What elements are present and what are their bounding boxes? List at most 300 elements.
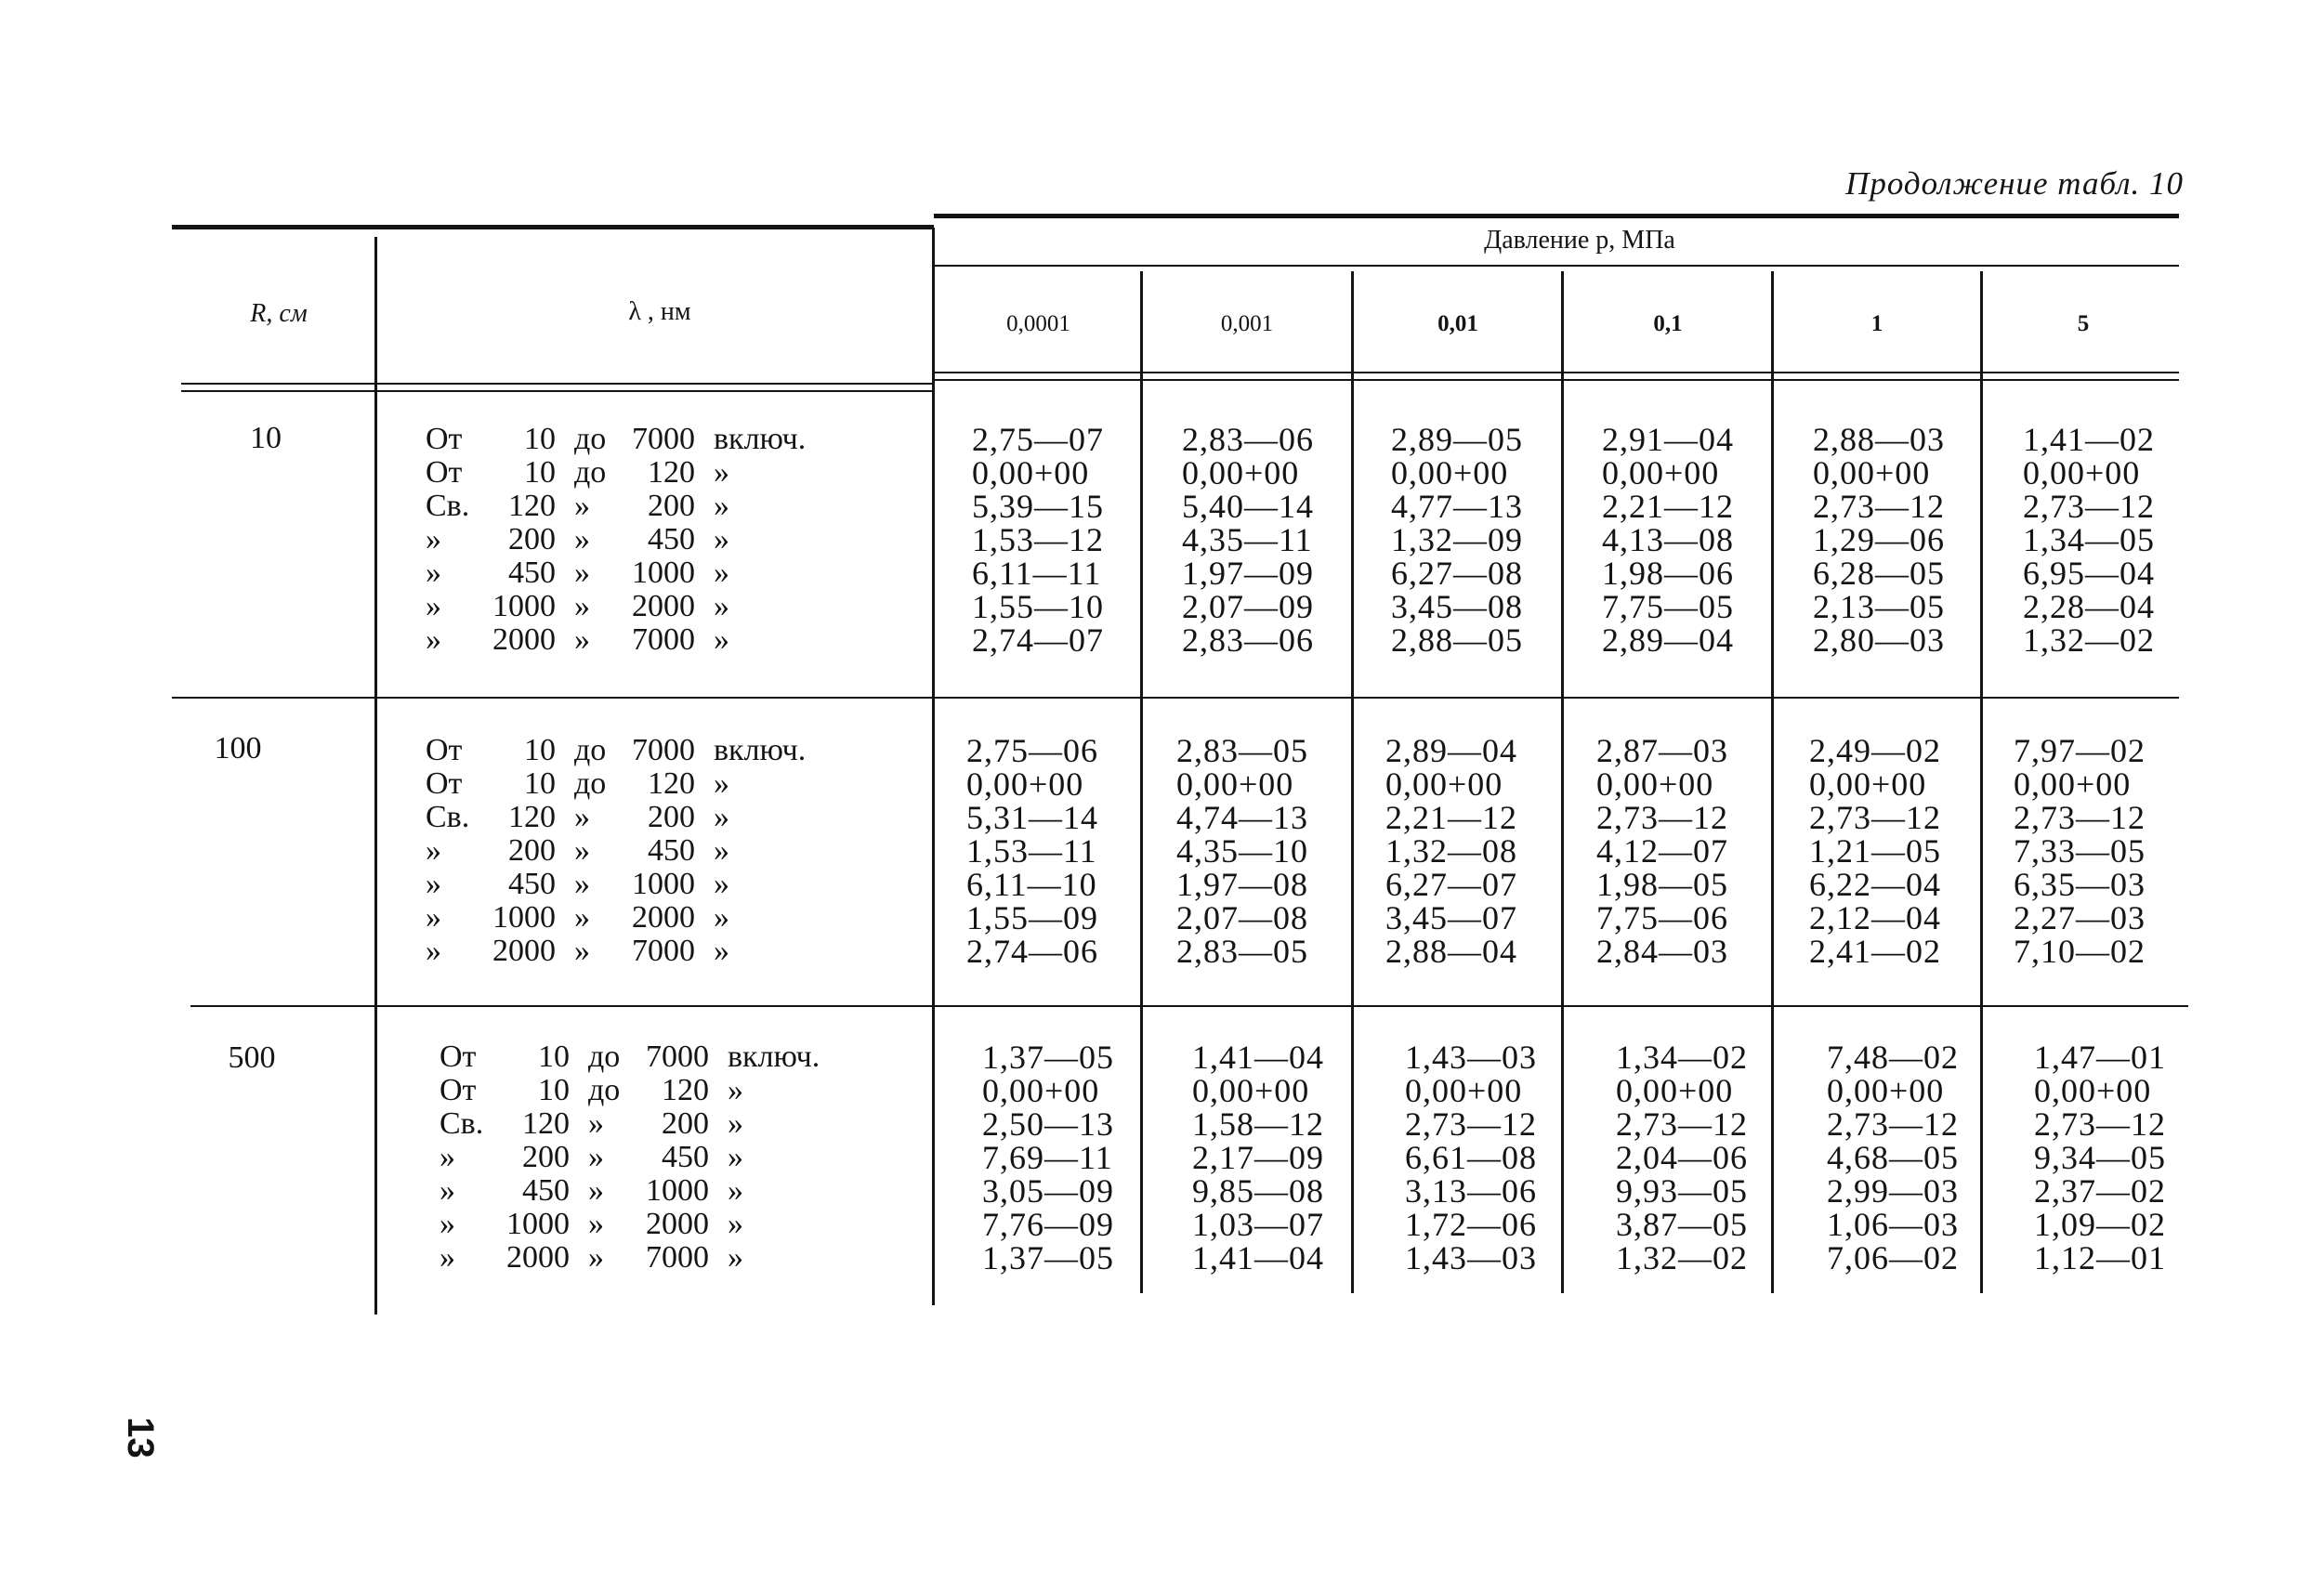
header-bottom-rule-left-2	[181, 390, 934, 392]
value-cell: 4,74—13	[1176, 799, 1308, 836]
lambda-to: 120	[648, 766, 695, 801]
lambda-ranges	[426, 423, 872, 657]
lambda-to: 2000	[632, 900, 695, 935]
lambda-from: 10	[524, 455, 556, 490]
block-separator-2	[190, 1005, 2188, 1007]
lambda-do: »	[574, 556, 590, 590]
value-cell: 2,88—04	[1385, 933, 1517, 970]
value-cell: 2,73—12	[2034, 1105, 2166, 1143]
value-column	[2014, 734, 2146, 968]
value-column	[982, 1040, 1114, 1275]
value-cell: 1,32—08	[1385, 832, 1517, 870]
value-column	[966, 734, 1098, 968]
value-cell: 0,00+00	[1192, 1072, 1310, 1109]
lambda-tail: »	[728, 1207, 743, 1241]
lambda-to: 1000	[632, 556, 695, 590]
lambda-row	[440, 1241, 886, 1275]
lambda-do: до	[588, 1073, 621, 1107]
value-cell: 4,77—13	[1391, 488, 1523, 525]
lambda-from: 1000	[492, 900, 556, 935]
value-cell: 2,12—04	[1809, 899, 1941, 936]
value-cell: 2,17—09	[1192, 1139, 1324, 1176]
value-column	[1813, 423, 1945, 657]
value-cell: 6,22—04	[1809, 866, 1941, 903]
lambda-tail: »	[714, 934, 729, 968]
vline-col-1	[1140, 271, 1143, 1293]
value-cell: 9,93—05	[1616, 1172, 1748, 1210]
value-column	[972, 423, 1104, 657]
lambda-tail: »	[714, 622, 729, 657]
lambda-w: »	[426, 867, 441, 901]
value-cell: 1,09—02	[2034, 1206, 2166, 1243]
top-rule-right	[934, 214, 2179, 218]
value-cell: 2,41—02	[1809, 933, 1941, 970]
value-cell: 5,40—14	[1182, 488, 1314, 525]
lambda-from: 200	[508, 522, 556, 556]
value-cell: 1,72—06	[1405, 1206, 1537, 1243]
lambda-w: От	[426, 733, 463, 767]
lambda-from: 120	[508, 489, 556, 523]
lambda-do: до	[574, 455, 607, 490]
lambda-row	[426, 423, 872, 456]
value-cell: 6,27—08	[1391, 555, 1523, 592]
value-cell: 1,43—03	[1405, 1239, 1537, 1276]
block-separator-1	[172, 697, 2179, 699]
lambda-w: От	[426, 422, 463, 456]
lambda-do: »	[588, 1173, 604, 1208]
lambda-ranges	[440, 1040, 886, 1275]
value-cell: 0,00+00	[1405, 1072, 1523, 1109]
lambda-w: »	[426, 833, 441, 868]
value-cell: 2,88—05	[1391, 621, 1523, 659]
lambda-row	[426, 935, 872, 968]
lambda-w: Св.	[426, 800, 470, 834]
top-rule-left	[172, 225, 934, 229]
value-cell: 1,37—05	[982, 1239, 1114, 1276]
lambda-from: 10	[538, 1040, 570, 1074]
lambda-row	[426, 801, 872, 834]
lambda-tail: »	[714, 589, 729, 623]
value-cell: 1,43—03	[1405, 1039, 1537, 1076]
value-cell: 2,73—12	[1827, 1105, 1959, 1143]
header-bottom-rule-left-1	[181, 383, 934, 385]
lambda-to: 450	[648, 833, 695, 868]
lambda-w: От	[426, 455, 463, 490]
value-cell: 2,99—03	[1827, 1172, 1959, 1210]
value-cell: 0,00+00	[1385, 765, 1503, 803]
value-cell: 2,89—05	[1391, 421, 1523, 458]
value-cell: 2,07—08	[1176, 899, 1308, 936]
value-cell: 7,97—02	[2014, 732, 2146, 769]
value-cell: 0,00+00	[1602, 454, 1720, 491]
value-cell: 1,21—05	[1809, 832, 1941, 870]
lambda-to: 200	[648, 489, 695, 523]
value-cell: 2,21—12	[1385, 799, 1517, 836]
value-cell: 0,00+00	[982, 1072, 1100, 1109]
value-cell: 2,27—03	[2014, 899, 2146, 936]
lambda-tail: »	[714, 800, 729, 834]
value-cell: 2,37—02	[2034, 1172, 2166, 1210]
lambda-tail: включ.	[728, 1040, 820, 1074]
value-cell: 2,49—02	[1809, 732, 1941, 769]
lambda-w: »	[426, 589, 441, 623]
vline-col-3	[1561, 271, 1564, 1293]
value-column	[1616, 1040, 1748, 1275]
lambda-do: »	[574, 622, 590, 657]
lambda-row	[426, 734, 872, 767]
lambda-do: »	[588, 1106, 604, 1141]
lambda-to: 450	[648, 522, 695, 556]
lambda-from: 10	[524, 733, 556, 767]
lambda-do: »	[574, 522, 590, 556]
lambda-w: »	[426, 622, 441, 657]
value-cell: 1,03—07	[1192, 1206, 1324, 1243]
value-cell: 2,73—12	[2014, 799, 2146, 836]
table-caption: Продолжение табл. 10	[1845, 165, 2184, 202]
vline-col-4	[1771, 271, 1774, 1293]
value-cell: 3,45—08	[1391, 588, 1523, 625]
value-cell: 2,73—12	[1405, 1105, 1537, 1143]
value-cell: 1,32—02	[1616, 1239, 1748, 1276]
value-cell: 6,28—05	[1813, 555, 1945, 592]
value-cell: 2,73—12	[1616, 1105, 1748, 1143]
lambda-w: »	[440, 1207, 455, 1241]
value-cell: 2,21—12	[1602, 488, 1734, 525]
value-cell: 6,11—10	[966, 866, 1097, 903]
vline-lambda-values	[932, 228, 935, 1305]
header-pressure-5: 5	[2077, 311, 2090, 336]
lambda-tail: »	[714, 489, 729, 523]
lambda-w: Св.	[440, 1106, 484, 1141]
value-cell: 4,68—05	[1827, 1139, 1959, 1176]
value-cell: 2,74—07	[972, 621, 1104, 659]
lambda-from: 200	[508, 833, 556, 868]
lambda-do: до	[574, 733, 607, 767]
lambda-row	[426, 556, 872, 590]
value-cell: 2,75—06	[966, 732, 1098, 769]
lambda-row	[440, 1208, 886, 1241]
lambda-from: 450	[522, 1173, 570, 1208]
value-column	[1182, 423, 1314, 657]
value-cell: 3,87—05	[1616, 1206, 1748, 1243]
lambda-ranges	[426, 734, 872, 968]
value-cell: 0,00+00	[1809, 765, 1927, 803]
lambda-from: 200	[522, 1140, 570, 1174]
value-cell: 1,12—01	[2034, 1239, 2166, 1276]
value-cell: 2,13—05	[1813, 588, 1945, 625]
r-value: 500	[228, 1040, 276, 1075]
lambda-to: 200	[648, 800, 695, 834]
page-number: 13	[119, 1417, 161, 1459]
value-cell: 2,88—03	[1813, 421, 1945, 458]
lambda-to: 7000	[632, 934, 695, 968]
lambda-row	[426, 456, 872, 490]
lambda-w: От	[440, 1040, 477, 1074]
value-cell: 7,69—11	[982, 1139, 1113, 1176]
value-cell: 1,47—01	[2034, 1039, 2166, 1076]
value-cell: 2,83—05	[1176, 933, 1308, 970]
lambda-from: 450	[508, 556, 556, 590]
lambda-do: »	[574, 589, 590, 623]
value-cell: 1,29—06	[1813, 521, 1945, 558]
lambda-row	[426, 590, 872, 623]
value-cell: 1,41—04	[1192, 1039, 1324, 1076]
lambda-from: 1000	[506, 1207, 570, 1241]
value-cell: 1,06—03	[1827, 1206, 1959, 1243]
value-cell: 0,00+00	[2034, 1072, 2152, 1109]
lambda-do: »	[574, 800, 590, 834]
value-cell: 1,41—02	[2023, 421, 2155, 458]
value-cell: 1,37—05	[982, 1039, 1114, 1076]
value-cell: 9,34—05	[2034, 1139, 2166, 1176]
lambda-do: до	[588, 1040, 621, 1074]
lambda-do: »	[588, 1140, 604, 1174]
value-cell: 7,75—06	[1596, 899, 1728, 936]
value-cell: 7,33—05	[2014, 832, 2146, 870]
lambda-tail: »	[728, 1140, 743, 1174]
lambda-w: Св.	[426, 489, 470, 523]
value-cell: 0,00+00	[1827, 1072, 1945, 1109]
value-cell: 2,73—12	[1596, 799, 1728, 836]
header-pressure-0: 0,0001	[1006, 311, 1070, 336]
value-column	[2034, 1040, 2166, 1275]
value-cell: 6,35—03	[2014, 866, 2146, 903]
lambda-to: 7000	[632, 422, 695, 456]
value-cell: 9,85—08	[1192, 1172, 1324, 1210]
value-cell: 1,97—08	[1176, 866, 1308, 903]
lambda-to: 7000	[646, 1040, 709, 1074]
lambda-to: 2000	[632, 589, 695, 623]
lambda-tail: включ.	[714, 422, 807, 456]
lambda-do: до	[574, 422, 607, 456]
lambda-w: »	[440, 1240, 455, 1275]
lambda-to: 1000	[646, 1173, 709, 1208]
lambda-to: 2000	[646, 1207, 709, 1241]
value-cell: 0,00+00	[972, 454, 1090, 491]
value-column	[1405, 1040, 1537, 1275]
lambda-tail: »	[714, 833, 729, 868]
value-cell: 4,13—08	[1602, 521, 1734, 558]
value-cell: 0,00+00	[2023, 454, 2141, 491]
value-cell: 6,61—08	[1405, 1139, 1537, 1176]
value-cell: 5,31—14	[966, 799, 1098, 836]
lambda-row	[440, 1141, 886, 1174]
value-cell: 6,27—07	[1385, 866, 1517, 903]
lambda-from: 450	[508, 867, 556, 901]
value-column	[1809, 734, 1941, 968]
lambda-tail: »	[714, 455, 729, 490]
lambda-w: »	[426, 900, 441, 935]
value-column	[1602, 423, 1734, 657]
value-cell: 1,34—02	[1616, 1039, 1748, 1076]
header-bottom-rule-right-1	[934, 372, 2179, 373]
value-cell: 1,34—05	[2023, 521, 2155, 558]
lambda-to: 1000	[632, 867, 695, 901]
value-cell: 2,04—06	[1616, 1139, 1748, 1176]
lambda-w: »	[440, 1173, 455, 1208]
lambda-row	[440, 1040, 886, 1074]
lambda-to: 450	[662, 1140, 709, 1174]
value-cell: 2,74—06	[966, 933, 1098, 970]
lambda-row	[426, 623, 872, 657]
value-column	[2023, 423, 2155, 657]
r-value: 10	[250, 421, 282, 455]
value-cell: 1,58—12	[1192, 1105, 1324, 1143]
value-cell: 2,28—04	[2023, 588, 2155, 625]
value-cell: 2,89—04	[1385, 732, 1517, 769]
value-column	[1827, 1040, 1959, 1275]
lambda-tail: »	[728, 1240, 743, 1275]
value-cell: 2,91—04	[1602, 421, 1734, 458]
value-cell: 1,32—09	[1391, 521, 1523, 558]
value-cell: 0,00+00	[1813, 454, 1931, 491]
value-column	[1192, 1040, 1324, 1275]
value-cell: 4,12—07	[1596, 832, 1728, 870]
value-column	[1391, 423, 1523, 657]
lambda-do: »	[574, 867, 590, 901]
vline-col-5	[1980, 271, 1983, 1293]
value-cell: 0,00+00	[1596, 765, 1714, 803]
header-pressure: Давление p, МПа	[1484, 226, 1675, 255]
r-value: 100	[214, 731, 262, 765]
value-cell: 5,39—15	[972, 488, 1104, 525]
lambda-w: »	[426, 522, 441, 556]
value-cell: 2,80—03	[1813, 621, 1945, 659]
lambda-row	[426, 523, 872, 556]
value-cell: 2,83—05	[1176, 732, 1308, 769]
header-pressure-4: 1	[1870, 311, 1883, 336]
header-pressure-3: 0,1	[1653, 311, 1683, 336]
value-cell: 0,00+00	[1182, 454, 1300, 491]
value-cell: 2,87—03	[1596, 732, 1728, 769]
lambda-from: 120	[508, 800, 556, 834]
value-cell: 6,11—11	[972, 555, 1102, 592]
lambda-from: 120	[522, 1106, 570, 1141]
lambda-row	[426, 834, 872, 868]
value-cell: 7,10—02	[2014, 933, 2146, 970]
header-pressure-2: 0,01	[1437, 311, 1478, 336]
value-cell: 1,98—06	[1602, 555, 1734, 592]
value-cell: 7,76—09	[982, 1206, 1114, 1243]
value-cell: 1,97—09	[1182, 555, 1314, 592]
value-cell: 0,00+00	[2014, 765, 2132, 803]
value-cell: 3,45—07	[1385, 899, 1517, 936]
value-cell: 1,98—05	[1596, 866, 1728, 903]
value-cell: 0,00+00	[966, 765, 1084, 803]
lambda-do: до	[574, 766, 607, 801]
lambda-w: От	[440, 1073, 477, 1107]
lambda-w: От	[426, 766, 463, 801]
lambda-row	[426, 901, 872, 935]
value-cell: 0,00+00	[1616, 1072, 1734, 1109]
lambda-tail: »	[714, 900, 729, 935]
value-cell: 2,83—06	[1182, 421, 1314, 458]
lambda-do: »	[588, 1240, 604, 1275]
lambda-tail: »	[728, 1106, 743, 1141]
value-cell: 2,84—03	[1596, 933, 1728, 970]
value-column	[1385, 734, 1517, 968]
lambda-to: 120	[648, 455, 695, 490]
lambda-w: »	[426, 556, 441, 590]
lambda-tail: включ.	[714, 733, 807, 767]
header-pressure-1: 0,001	[1220, 311, 1274, 336]
lambda-from: 2000	[506, 1240, 570, 1275]
lambda-to: 7000	[646, 1240, 709, 1275]
lambda-do: »	[574, 934, 590, 968]
value-cell: 2,75—07	[972, 421, 1104, 458]
value-cell: 4,35—11	[1182, 521, 1313, 558]
value-cell: 7,06—02	[1827, 1239, 1959, 1276]
value-cell: 0,00+00	[1176, 765, 1294, 803]
lambda-do: »	[574, 900, 590, 935]
header-lambda: λ , нм	[628, 297, 691, 326]
value-cell: 2,73—12	[1809, 799, 1941, 836]
value-cell: 0,00+00	[1391, 454, 1509, 491]
value-cell: 2,73—12	[2023, 488, 2155, 525]
lambda-tail: »	[714, 766, 729, 801]
lambda-do: »	[588, 1207, 604, 1241]
lambda-from: 2000	[492, 934, 556, 968]
value-cell: 2,73—12	[1813, 488, 1945, 525]
lambda-w: »	[426, 934, 441, 968]
header-r: R, см	[250, 299, 308, 328]
lambda-to: 7000	[632, 622, 695, 657]
value-cell: 1,32—02	[2023, 621, 2155, 659]
value-cell: 4,35—10	[1176, 832, 1308, 870]
lambda-do: »	[574, 833, 590, 868]
value-cell: 2,07—09	[1182, 588, 1314, 625]
lambda-row	[426, 490, 872, 523]
value-cell: 2,89—04	[1602, 621, 1734, 659]
lambda-to: 120	[662, 1073, 709, 1107]
value-cell: 7,75—05	[1602, 588, 1734, 625]
value-cell: 6,95—04	[2023, 555, 2155, 592]
lambda-from: 10	[538, 1073, 570, 1107]
value-cell: 1,53—12	[972, 521, 1104, 558]
pressure-rule	[934, 265, 2179, 267]
lambda-to: 7000	[632, 733, 695, 767]
lambda-row	[426, 868, 872, 901]
value-cell: 1,55—09	[966, 899, 1098, 936]
lambda-from: 2000	[492, 622, 556, 657]
value-cell: 2,83—06	[1182, 621, 1314, 659]
vline-col-2	[1351, 271, 1354, 1293]
lambda-to: 200	[662, 1106, 709, 1141]
value-cell: 1,55—10	[972, 588, 1104, 625]
value-column	[1176, 734, 1308, 968]
lambda-row	[440, 1174, 886, 1208]
lambda-tail: »	[728, 1173, 743, 1208]
lambda-tail: »	[728, 1073, 743, 1107]
lambda-from: 10	[524, 422, 556, 456]
lambda-from: 10	[524, 766, 556, 801]
value-cell: 3,05—09	[982, 1172, 1114, 1210]
value-cell: 1,41—04	[1192, 1239, 1324, 1276]
value-cell: 3,13—06	[1405, 1172, 1537, 1210]
lambda-row	[440, 1074, 886, 1107]
lambda-w: »	[440, 1140, 455, 1174]
value-cell: 1,53—11	[966, 832, 1097, 870]
lambda-row	[426, 767, 872, 801]
value-column	[1596, 734, 1728, 968]
lambda-tail: »	[714, 867, 729, 901]
value-cell: 7,48—02	[1827, 1039, 1959, 1076]
lambda-do: »	[574, 489, 590, 523]
lambda-tail: »	[714, 556, 729, 590]
vline-r-lambda	[374, 237, 377, 1315]
lambda-from: 1000	[492, 589, 556, 623]
header-bottom-rule-right-2	[934, 379, 2179, 381]
